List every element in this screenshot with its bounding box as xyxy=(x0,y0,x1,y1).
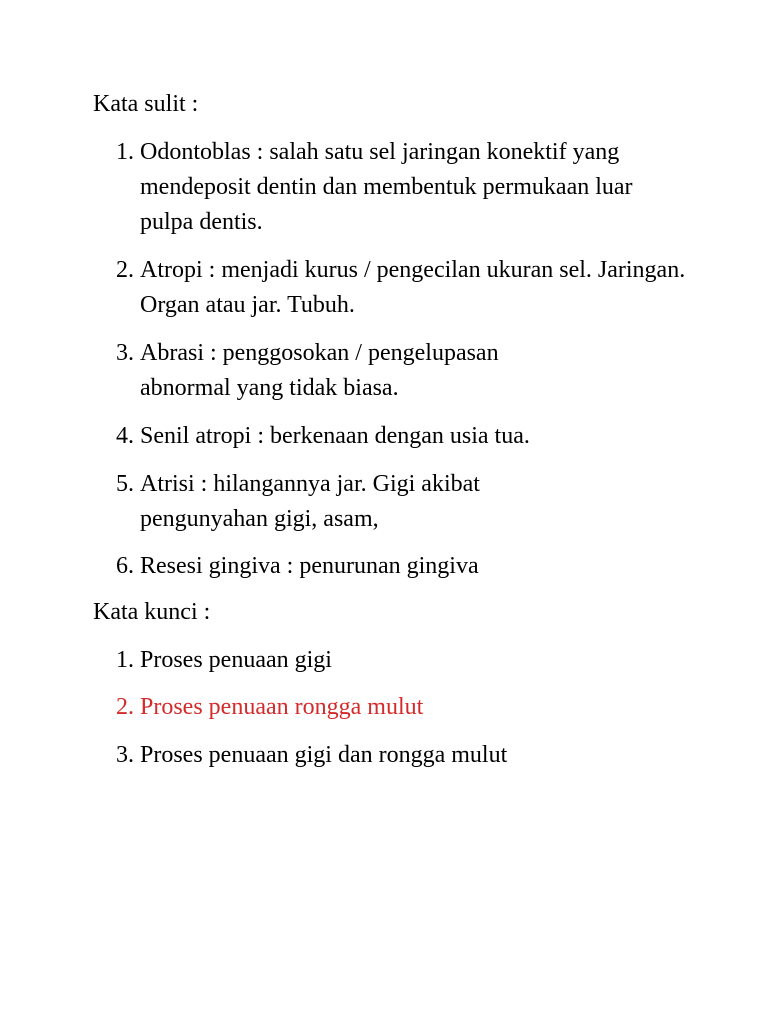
list-text: Atropi : menjadi kurus / pengecilan ukuran sel. Jaringan. Organ atau jar. Tubuh. xyxy=(140,257,686,318)
list-text: Proses penuaan gigi dan rongga mulut xyxy=(140,742,508,768)
list-number: 3. xyxy=(116,742,134,768)
list-number: 3. xyxy=(116,340,134,366)
list-item-highlighted xyxy=(116,690,716,725)
list-item xyxy=(116,336,576,406)
list-number: 5. xyxy=(116,471,134,497)
list-text: Odontoblas : salah satu sel jaringan konektif yang mendeposit dentin dan membentuk permukaan luar pulpa dentis. xyxy=(140,139,633,235)
list-number: 1. xyxy=(116,647,134,673)
list-number: 4. xyxy=(116,423,134,449)
list-text: Proses penuaan gigi xyxy=(140,647,332,673)
list-text: Atrisi : hilangannya jar. Gigi akibat pengunyahan gigi, asam, xyxy=(140,471,480,532)
list-item xyxy=(116,419,716,454)
list-number: 2. xyxy=(116,257,134,283)
list-text: Abrasi : penggosokan / pengelupasan abnormal yang tidak biasa. xyxy=(140,340,499,401)
heading-kata-sulit: Kata sulit : xyxy=(93,91,199,117)
list-item xyxy=(116,738,716,773)
list-text: Senil atropi : berkenaan dengan usia tua. xyxy=(140,423,530,449)
heading-kata-kunci: Kata kunci : xyxy=(93,599,211,625)
list-number: 6. xyxy=(116,553,134,579)
list-text: Proses penuaan rongga mulut xyxy=(140,694,424,720)
list-item xyxy=(116,643,716,678)
list-number: 1. xyxy=(116,139,134,165)
list-item xyxy=(116,549,716,584)
list-item xyxy=(116,253,696,323)
list-item xyxy=(116,135,656,240)
list-item xyxy=(116,467,566,537)
list-text: Resesi gingiva : penurunan gingiva xyxy=(140,553,479,579)
list-number: 2. xyxy=(116,694,134,720)
